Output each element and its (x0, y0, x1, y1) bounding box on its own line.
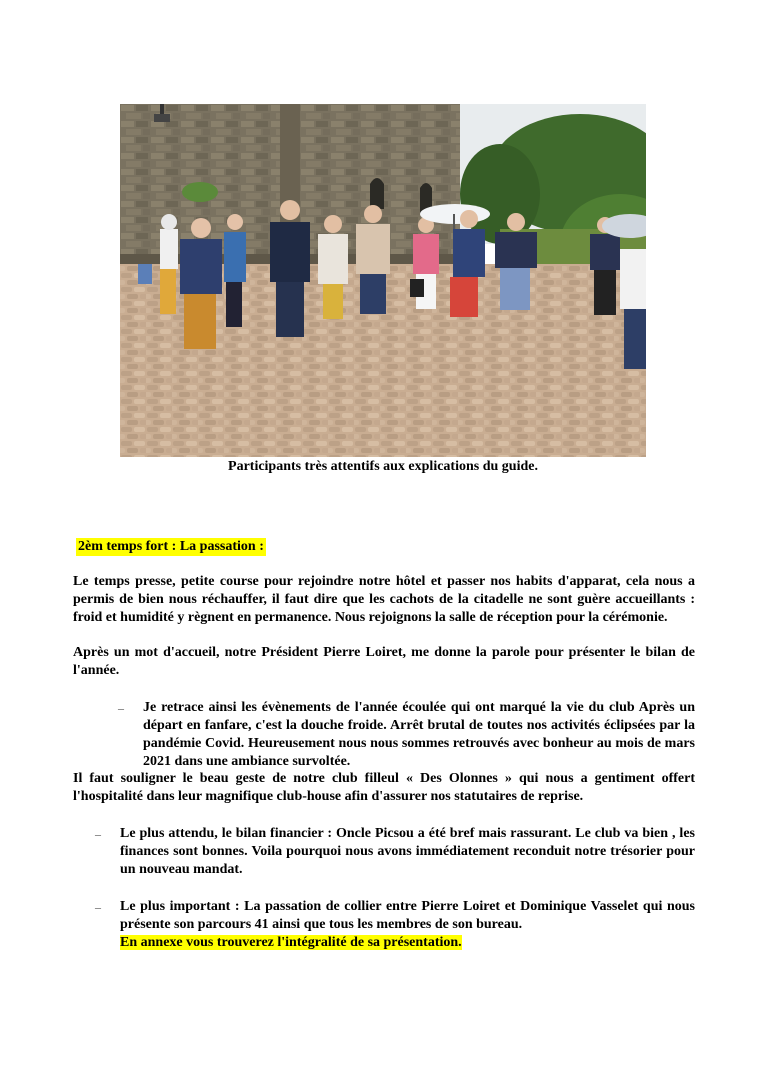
bullet-item-2 (95, 825, 695, 879)
bullet-text-2: Le plus attendu, le bilan financier : Oncle Picsou a été bref mais rassurant. Le club va bien , les finances sont bonnes. Voila pourquoi nous avons immédiatement reconduit notre trésorier pour un nouveau mandat. (120, 826, 695, 877)
photo-caption: Participants très attentifs aux explications du guide. (228, 459, 538, 474)
paragraph-2: Après un mot d'accueil, notre Président Pierre Loiret, me donne la parole pour présenter le bilan de l'année. (73, 645, 695, 678)
paragraph-1: Le temps presse, petite course pour rejoindre notre hôtel et passer nos habits d'apparat, cela nous a permis de bien nous réchauffer, il faut dire que les cachots de la citadelle ne sont guère accueillants : froid et humidité y règnent en permanence. Nous rejoignons la salle de réception pour la cérémonie. (73, 574, 695, 625)
paragraph-3: Il faut souligner le beau geste de notre club filleul « Des Olonnes » qui nous a gentiment offert l'hospitalité dans leur magnifique club-house afin d'assurer nos statutaires de reprise. (73, 771, 695, 804)
dash-bullet-icon: – (118, 701, 124, 715)
annex-highlight-note: En annexe vous trouverez l'intégralité de sa présentation. (120, 935, 462, 950)
bullet-text-1: Je retrace ainsi les évènements de l'année écoulée qui ont marqué la vie du club Après un départ en fanfare, c'est la douche froide. Arrêt brutal de toutes nos activités éclipsées par la pandémie Covid. Heureusement nous nous sommes retrouvés avec bonheur au mois de mars 2021 dans une ambiance survoltée. (143, 700, 695, 769)
bullet-text-3-main: Le plus important : La passation de collier entre Pierre Loiret et Dominique Vasselet qui nous présente son parcours 41 ainsi que tous les membres de son bureau. (120, 899, 695, 932)
dash-bullet-icon: – (95, 827, 101, 841)
group-photo (120, 104, 646, 457)
dash-bullet-icon: – (95, 900, 101, 914)
photo-illustration (120, 104, 646, 457)
bullet-item-3 (95, 898, 695, 952)
bullet-text-3 (120, 898, 695, 952)
bullet-item-1 (118, 699, 695, 771)
section-heading: 2èm temps fort : La passation : (78, 539, 264, 554)
